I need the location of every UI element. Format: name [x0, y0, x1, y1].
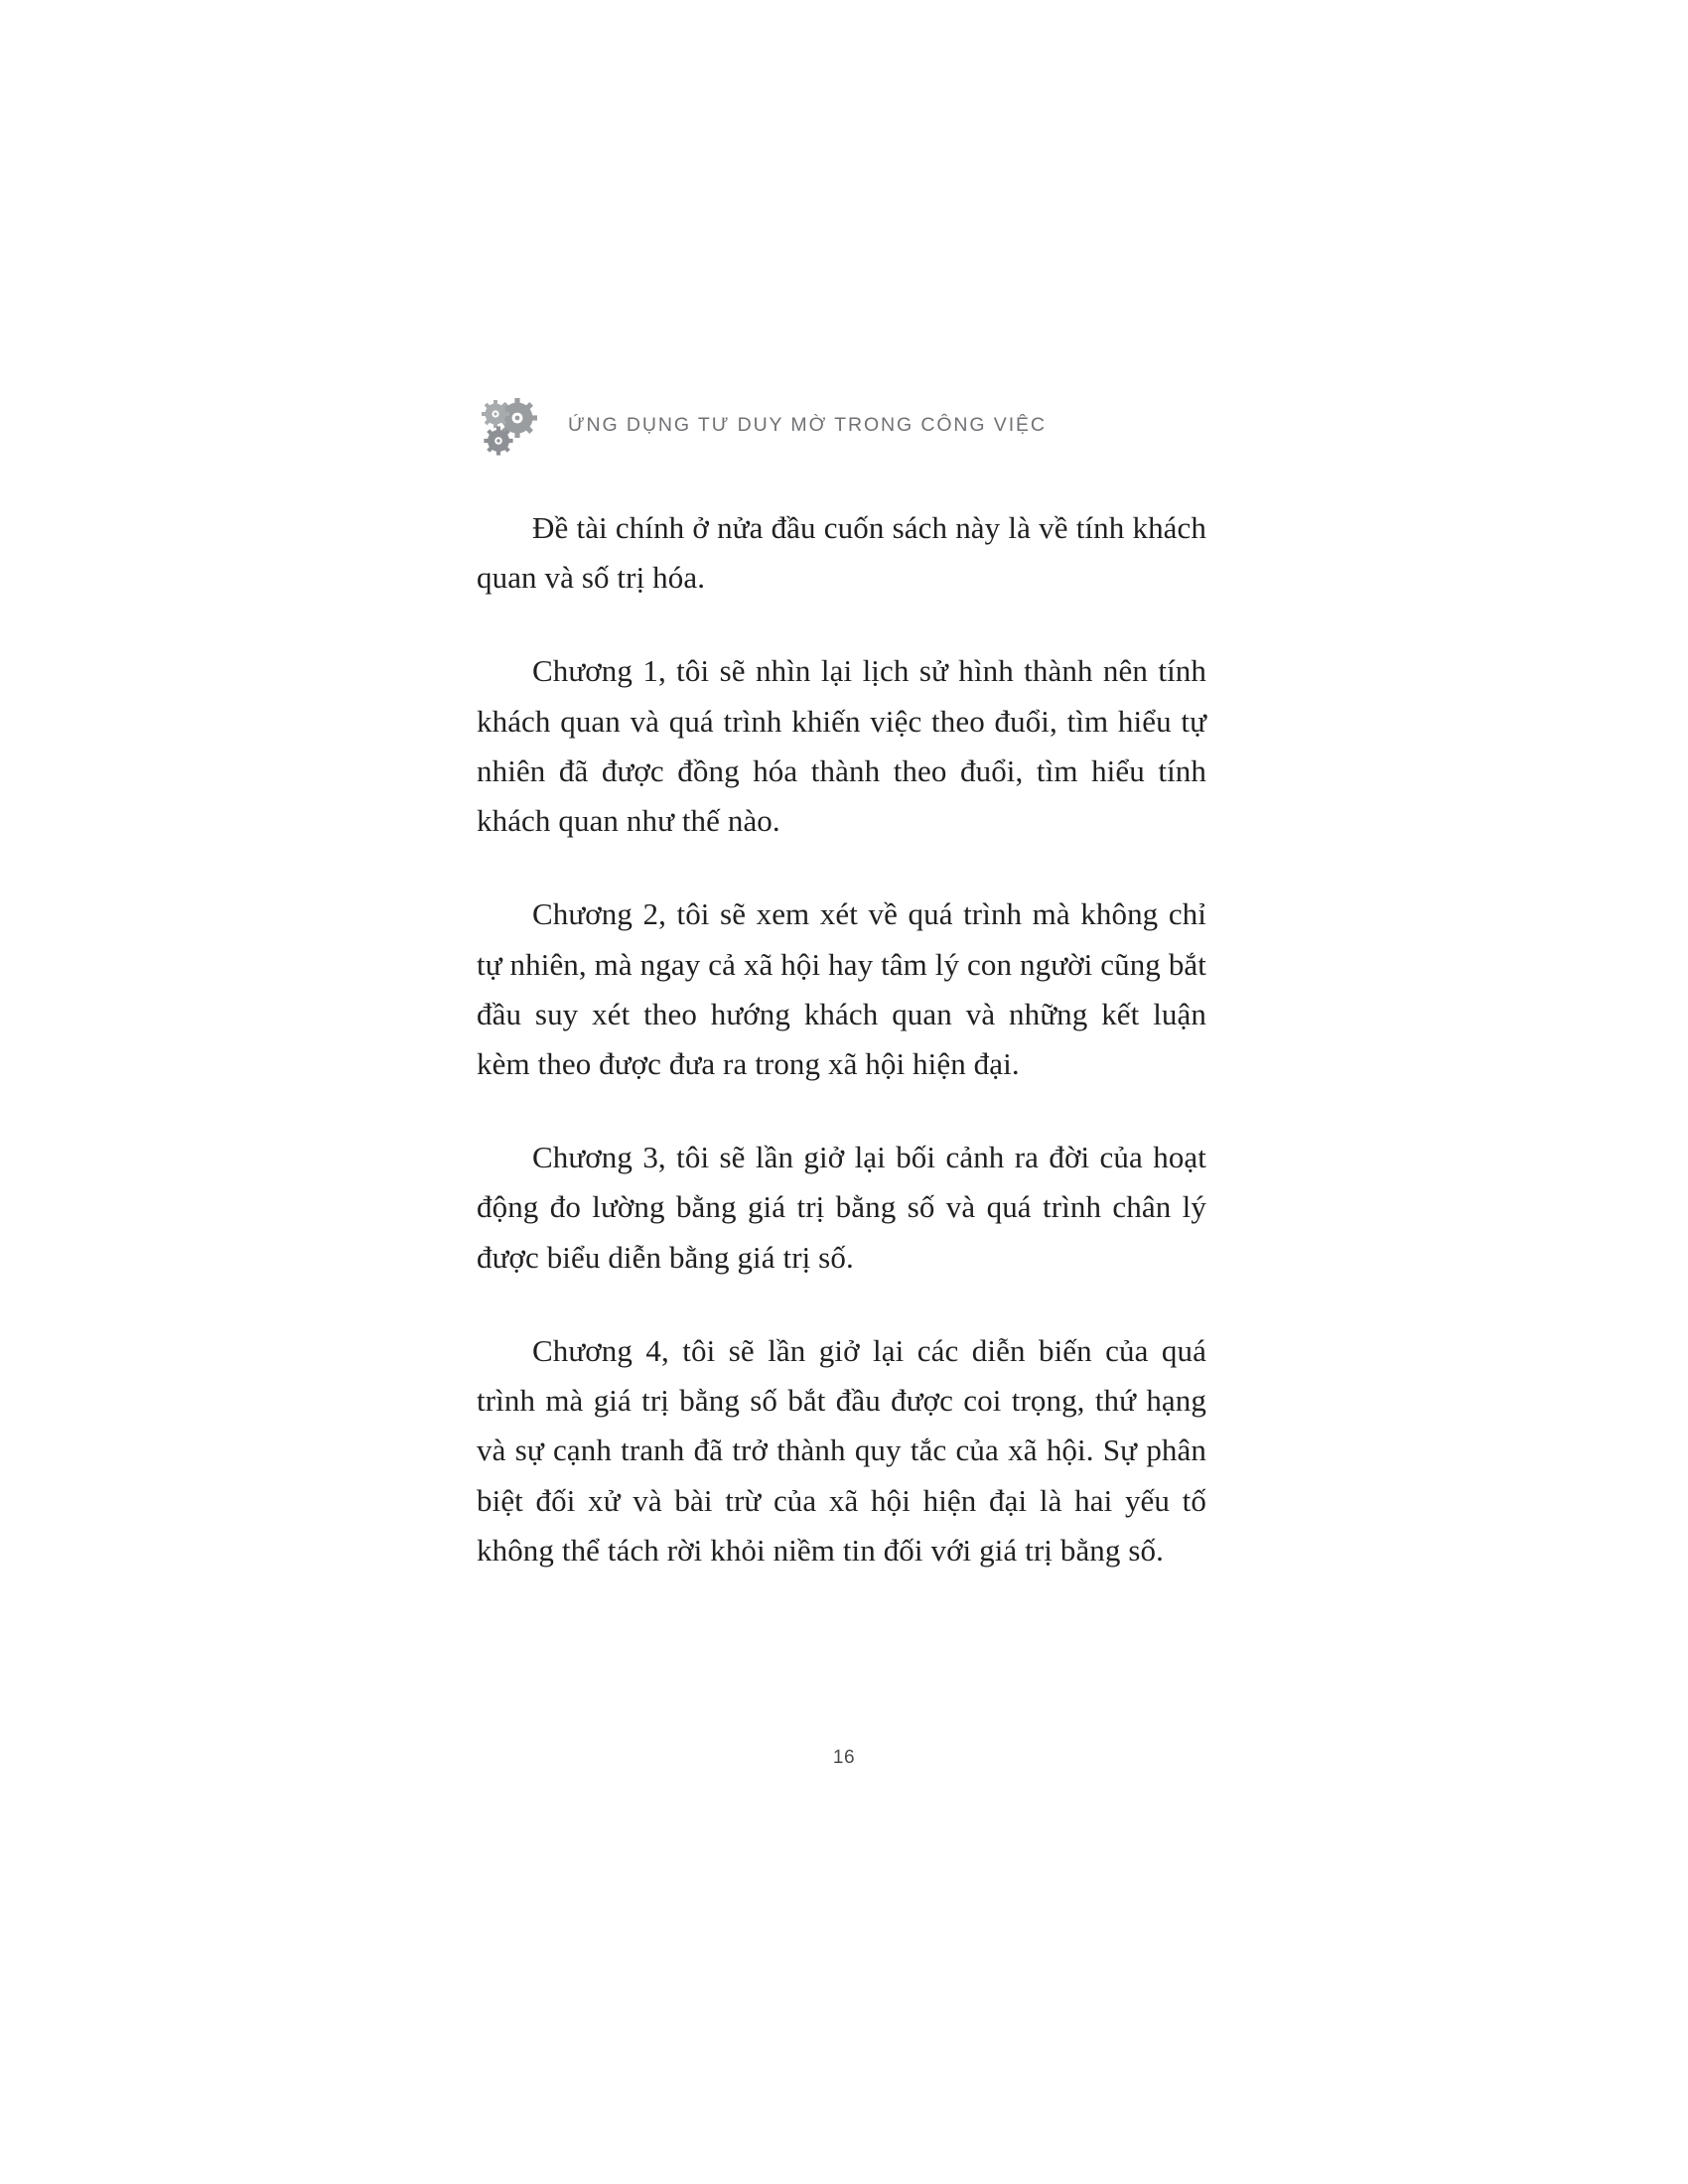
page-content	[477, 392, 1206, 1575]
running-header-title: ỨNG DỤNG TƯ DUY MỜ TRONG CÔNG VIỆC	[568, 414, 1047, 436]
page-number: 16	[832, 1747, 856, 1768]
paragraph: Chương 3, tôi sẽ lần giở lại bối cảnh ra đời của hoạt động đo lường bằng giá trị bằng số và quá trình chân lý được biểu diễn bằng giá trị số.	[477, 1140, 1206, 1275]
paragraph: Chương 4, tôi sẽ lần giở lại các diễn biến của quá trình mà giá trị bằng số bắt đầu được coi trọng, thứ hạng và sự cạnh tranh đã trở thành quy tắc của xã hội. Sự phân biệt đối xử và bài trừ của xã hội hiện đại là hai yếu tố không thể tách rời khỏi niềm tin đối với giá trị bằng số.	[477, 1332, 1206, 1568]
gears-icon	[477, 396, 550, 458]
paragraph: Chương 2, tôi sẽ xem xét về quá trình mà không chỉ tự nhiên, mà ngay cả xã hội hay tâm lý con người cũng bắt đầu suy xét theo hướng khách quan và những kết luận kèm theo được đưa ra trong xã hội hiện đại.	[477, 896, 1206, 1081]
running-header	[477, 392, 1206, 462]
paragraph: Chương 1, tôi sẽ nhìn lại lịch sử hình thành nên tính khách quan và quá trình khiến việc theo đuổi, tìm hiểu tự nhiên đã được đồng hóa thành theo đuổi, tìm hiểu tính khách quan như thế nào.	[477, 653, 1206, 839]
paragraph: Đề tài chính ở nửa đầu cuốn sách này là về tính khách quan và số trị hóa.	[477, 510, 1206, 596]
body-text	[477, 503, 1206, 1575]
